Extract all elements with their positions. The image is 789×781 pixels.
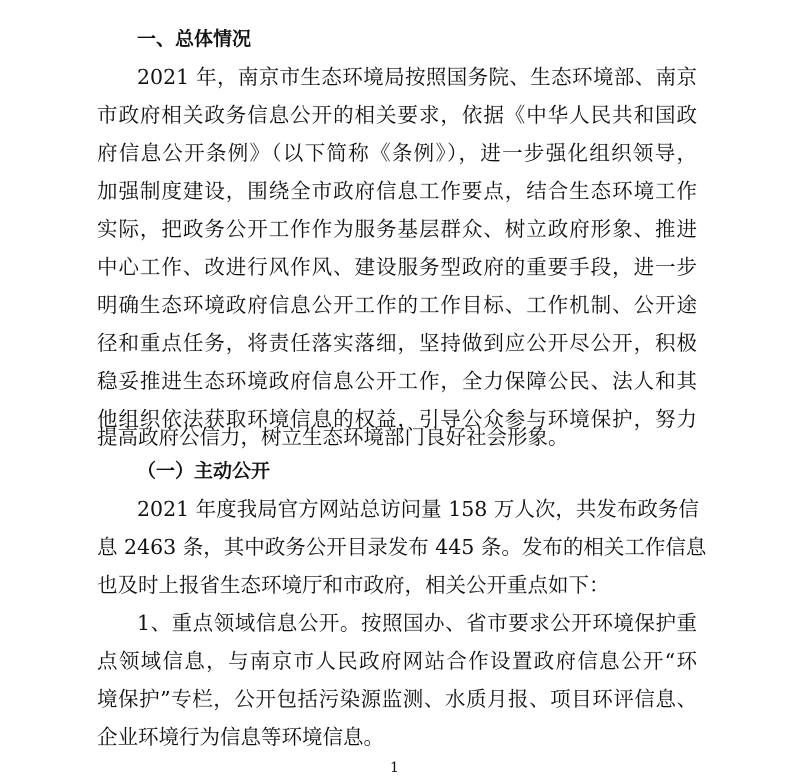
paragraph-line: 1、重点领域信息公开。按照国办、省市要求公开环境保护重 [137, 611, 697, 635]
section-heading-active-disclosure: （一）主动公开 [137, 460, 271, 482]
paragraph-line: 府信息公开条例》（以下简称《条例》），进一步强化组织领导， [97, 141, 697, 165]
paragraph-line: 2021 年度我局官方网站总访问量 158 万人次，共发布政务信 [137, 497, 699, 521]
paragraph-line: 企业环境行为信息等环境信息。 [97, 725, 384, 749]
paragraph-line: 径和重点任务，将责任落实落细，坚持做到应公开尽公开，积极 [97, 331, 697, 355]
paragraph-line: 点领域信息，与南京市人民政府网站合作设置政府信息公开“环 [97, 649, 697, 673]
paragraph-line: 息 2463 条，其中政务公开目录发布 445 条。发布的相关工作信息 [97, 535, 707, 559]
paragraph-line: 实际，把政务公开工作作为服务基层群众、树立政府形象、推进 [97, 217, 697, 241]
paragraph-line: 加强制度建设，围绕全市政府信息工作要点，结合生态环境工作 [97, 179, 697, 203]
page-number: 1 [390, 760, 399, 776]
paragraph-line: 提高政府公信力，树立生态环境部门良好社会形象。 [97, 425, 569, 449]
paragraph-line: 中心工作、改进行风作风、建设服务型政府的重要手段，进一步 [97, 255, 697, 279]
paragraph-line: 也及时上报省生态环境厅和市政府，相关公开重点如下： [97, 573, 610, 597]
paragraph-line: 市政府相关政务信息公开的相关要求，依据《中华人民共和国政 [97, 103, 697, 127]
paragraph-line: 境保护”专栏，公开包括污染源监测、水质月报、项目环评信息、 [97, 687, 697, 711]
paragraph-line: 他组织依法获取环境信息的权益，引导公众参与环境保护，努力 [97, 407, 697, 431]
paragraph-line: 2021 年，南京市生态环境局按照国务院、生态环境部、南京 [137, 65, 697, 89]
section-heading-overview: 一、总体情况 [137, 28, 252, 50]
paragraph-line: 稳妥推进生态环境政府信息公开工作，全力保障公民、法人和其 [97, 369, 697, 393]
paragraph-line: 明确生态环境政府信息公开工作的工作目标、工作机制、公开途 [97, 293, 697, 317]
